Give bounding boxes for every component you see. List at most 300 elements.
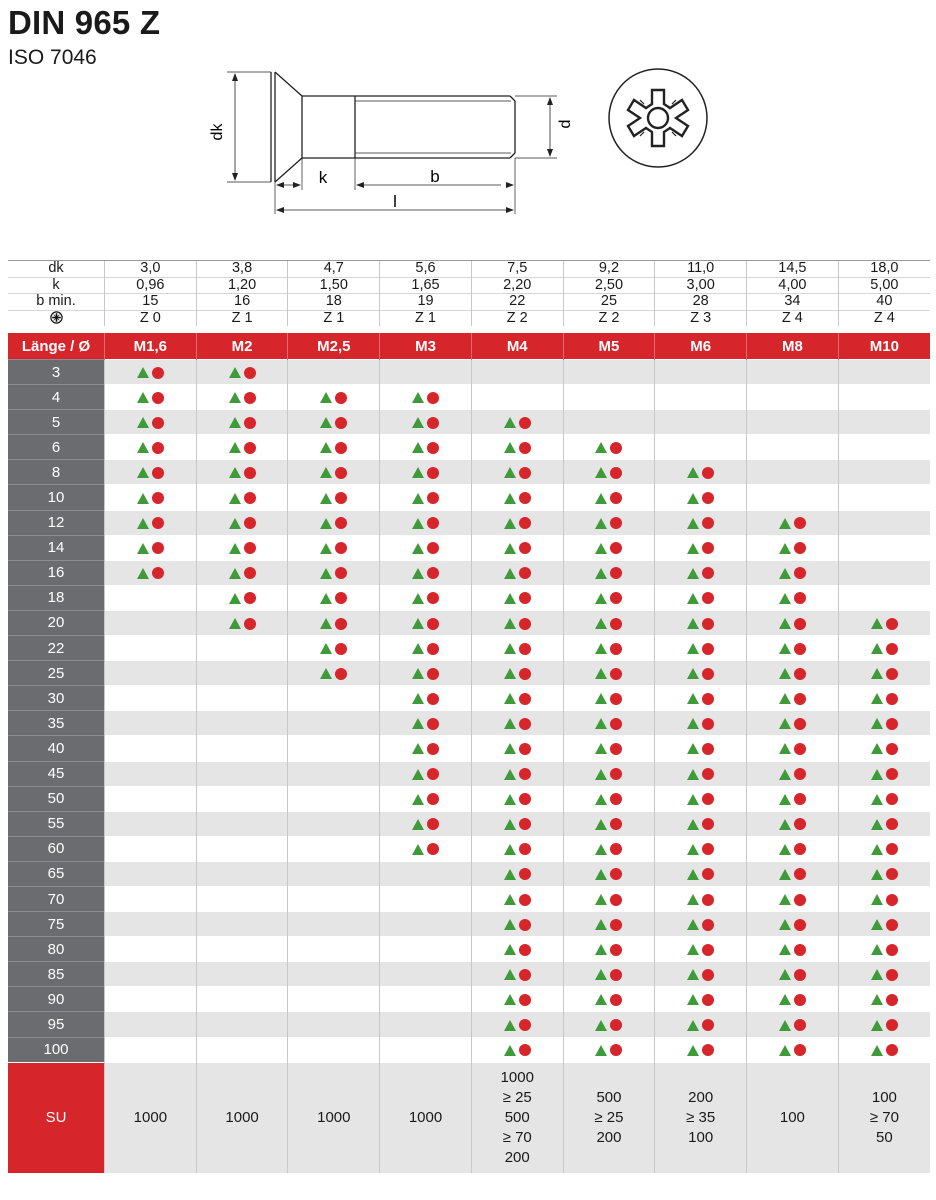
- availability-cell: [105, 510, 197, 535]
- red-dot-icon: [244, 417, 256, 429]
- su-value-line: 1000: [317, 1108, 351, 1126]
- availability-mark: [871, 1044, 898, 1056]
- green-triangle-icon: [504, 718, 516, 729]
- su-value-line: 200: [688, 1088, 714, 1106]
- spec-value: Z 1: [288, 310, 380, 326]
- green-triangle-icon: [229, 568, 241, 579]
- availability-cell: [563, 836, 655, 861]
- availability-cell: [196, 510, 288, 535]
- availability-cell: [655, 560, 747, 585]
- length-cell: 45: [8, 761, 105, 786]
- green-triangle-icon: [504, 543, 516, 554]
- availability-mark: [779, 843, 806, 855]
- su-value-line: 1000: [133, 1108, 168, 1126]
- green-triangle-icon: [504, 568, 516, 579]
- red-dot-icon: [794, 919, 806, 931]
- red-dot-icon: [702, 467, 714, 479]
- green-triangle-icon: [595, 693, 607, 704]
- red-dot-icon: [335, 567, 347, 579]
- red-dot-icon: [519, 768, 531, 780]
- availability-mark: [320, 542, 347, 554]
- availability-cell: [471, 811, 563, 836]
- red-dot-icon: [702, 743, 714, 755]
- availability-cell: [471, 736, 563, 761]
- green-triangle-icon: [504, 794, 516, 805]
- green-triangle-icon: [320, 618, 332, 629]
- availability-mark: [779, 969, 806, 981]
- green-triangle-icon: [687, 518, 699, 529]
- red-dot-icon: [886, 668, 898, 680]
- green-triangle-icon: [137, 493, 149, 504]
- availability-cell: [196, 786, 288, 811]
- red-dot-icon: [794, 567, 806, 579]
- availability-cell: [563, 360, 655, 385]
- green-triangle-icon: [871, 919, 883, 930]
- length-cell: 55: [8, 811, 105, 836]
- green-triangle-icon: [779, 944, 791, 955]
- length-cell: 16: [8, 560, 105, 585]
- availability-mark: [412, 417, 439, 429]
- availability-cell: [747, 711, 839, 736]
- su-value-line: 200: [504, 1148, 530, 1166]
- green-triangle-icon: [320, 518, 332, 529]
- availability-cell: [563, 435, 655, 460]
- green-triangle-icon: [412, 442, 424, 453]
- availability-cell: [288, 460, 380, 485]
- length-cell: 90: [8, 987, 105, 1012]
- b-dim-label: b: [430, 167, 440, 186]
- availability-cell: [563, 786, 655, 811]
- red-dot-icon: [244, 492, 256, 504]
- red-dot-icon: [794, 868, 806, 880]
- red-dot-icon: [702, 994, 714, 1006]
- availability-cell: [747, 987, 839, 1012]
- availability-cell: [563, 636, 655, 661]
- availability-cell: [747, 1012, 839, 1037]
- length-cell: 85: [8, 962, 105, 987]
- red-dot-icon: [244, 442, 256, 454]
- red-dot-icon: [519, 467, 531, 479]
- availability-mark: [504, 643, 531, 655]
- availability-mark: [504, 944, 531, 956]
- availability-cell: [288, 410, 380, 435]
- green-triangle-icon: [779, 593, 791, 604]
- availability-cell: [471, 585, 563, 610]
- availability-mark: [595, 618, 622, 630]
- availability-cell: [380, 937, 472, 962]
- green-triangle-icon: [504, 969, 516, 980]
- length-cell: 60: [8, 836, 105, 861]
- length-cell: 3: [8, 360, 105, 385]
- green-triangle-icon: [412, 467, 424, 478]
- green-triangle-icon: [595, 1020, 607, 1031]
- table-row: [8, 610, 930, 635]
- green-triangle-icon: [320, 593, 332, 604]
- availability-cell: [563, 410, 655, 435]
- availability-mark: [412, 768, 439, 780]
- availability-cell: [380, 385, 472, 410]
- red-dot-icon: [794, 994, 806, 1006]
- availability-cell: [380, 585, 472, 610]
- green-triangle-icon: [595, 593, 607, 604]
- availability-cell: [747, 410, 839, 435]
- red-dot-icon: [519, 793, 531, 805]
- green-triangle-icon: [687, 969, 699, 980]
- availability-mark: [779, 919, 806, 931]
- red-dot-icon: [519, 517, 531, 529]
- availability-mark: [687, 618, 714, 630]
- availability-cell: [655, 811, 747, 836]
- red-dot-icon: [519, 1044, 531, 1056]
- availability-mark: [779, 868, 806, 880]
- table-row: [8, 761, 930, 786]
- availability-cell: [838, 385, 930, 410]
- table-row: [8, 1037, 930, 1062]
- availability-mark: [320, 417, 347, 429]
- red-dot-icon: [610, 1019, 622, 1031]
- availability-cell: [196, 410, 288, 435]
- red-dot-icon: [794, 818, 806, 830]
- availability-cell: [380, 435, 472, 460]
- spec-value: Z 4: [747, 310, 839, 326]
- green-triangle-icon: [412, 593, 424, 604]
- availability-mark: [595, 843, 622, 855]
- red-dot-icon: [702, 517, 714, 529]
- green-triangle-icon: [779, 693, 791, 704]
- page-subtitle: ISO 7046: [8, 46, 97, 69]
- red-dot-icon: [427, 392, 439, 404]
- green-triangle-icon: [504, 844, 516, 855]
- green-triangle-icon: [229, 467, 241, 478]
- length-cell: 40: [8, 736, 105, 761]
- availability-cell: [838, 686, 930, 711]
- availability-cell: [563, 460, 655, 485]
- red-dot-icon: [427, 818, 439, 830]
- availability-mark: [229, 467, 256, 479]
- availability-mark: [504, 994, 531, 1006]
- availability-cell: [655, 661, 747, 686]
- availability-cell: [655, 886, 747, 911]
- table-row: [8, 435, 930, 460]
- availability-cell: [380, 1012, 472, 1037]
- availability-mark: [412, 643, 439, 655]
- length-cell: 10: [8, 485, 105, 510]
- availability-mark: [595, 994, 622, 1006]
- red-dot-icon: [152, 517, 164, 529]
- availability-mark: [595, 442, 622, 454]
- green-triangle-icon: [779, 919, 791, 930]
- availability-mark: [412, 542, 439, 554]
- availability-cell: [288, 811, 380, 836]
- availability-cell: [380, 535, 472, 560]
- red-dot-icon: [244, 367, 256, 379]
- table-row: [8, 686, 930, 711]
- spec-value: 1,20: [196, 277, 288, 294]
- table-row: [8, 937, 930, 962]
- red-dot-icon: [610, 442, 622, 454]
- availability-cell: [563, 585, 655, 610]
- red-dot-icon: [335, 392, 347, 404]
- availability-cell: [838, 460, 930, 485]
- length-cell: 95: [8, 1012, 105, 1037]
- dk-dim-label: dk: [209, 123, 226, 141]
- red-dot-icon: [702, 618, 714, 630]
- availability-cell: [288, 861, 380, 886]
- green-triangle-icon: [504, 643, 516, 654]
- red-dot-icon: [702, 843, 714, 855]
- red-dot-icon: [519, 944, 531, 956]
- red-dot-icon: [794, 843, 806, 855]
- availability-cell: [471, 786, 563, 811]
- size-header: M4: [471, 333, 563, 360]
- red-dot-icon: [610, 868, 622, 880]
- su-label: SU: [8, 1062, 105, 1173]
- availability-mark: [687, 718, 714, 730]
- length-cell: 4: [8, 385, 105, 410]
- green-triangle-icon: [504, 467, 516, 478]
- green-triangle-icon: [229, 417, 241, 428]
- table-row: [8, 535, 930, 560]
- availability-mark: [871, 994, 898, 1006]
- red-dot-icon: [427, 693, 439, 705]
- spec-value: 5,6: [380, 261, 472, 278]
- red-dot-icon: [886, 868, 898, 880]
- availability-mark: [504, 868, 531, 880]
- availability-mark: [871, 818, 898, 830]
- red-dot-icon: [610, 818, 622, 830]
- availability-cell: [196, 585, 288, 610]
- availability-mark: [504, 919, 531, 931]
- green-triangle-icon: [595, 919, 607, 930]
- green-triangle-icon: [504, 593, 516, 604]
- availability-mark: [137, 567, 164, 579]
- table-row: [8, 1012, 930, 1037]
- availability-cell: [747, 937, 839, 962]
- green-triangle-icon: [871, 794, 883, 805]
- availability-mark: [229, 567, 256, 579]
- spec-value: Z 4: [838, 310, 930, 326]
- availability-mark: [687, 743, 714, 755]
- availability-mark: [504, 618, 531, 630]
- green-triangle-icon: [504, 1020, 516, 1031]
- red-dot-icon: [886, 969, 898, 981]
- spec-value: 11,0: [655, 261, 747, 278]
- su-value-line: 100: [688, 1128, 714, 1146]
- red-dot-icon: [794, 793, 806, 805]
- availability-mark: [871, 643, 898, 655]
- green-triangle-icon: [687, 668, 699, 679]
- green-triangle-icon: [504, 769, 516, 780]
- green-triangle-icon: [687, 743, 699, 754]
- availability-mark: [595, 492, 622, 504]
- size-header: M1,6: [105, 333, 197, 360]
- red-dot-icon: [519, 1019, 531, 1031]
- availability-mark: [779, 894, 806, 906]
- availability-cell: [655, 1037, 747, 1062]
- availability-mark: [871, 693, 898, 705]
- availability-mark: [229, 542, 256, 554]
- availability-mark: [779, 718, 806, 730]
- su-value-line: 200: [596, 1128, 622, 1146]
- green-triangle-icon: [320, 442, 332, 453]
- green-triangle-icon: [504, 1045, 516, 1056]
- size-header: M5: [563, 333, 655, 360]
- red-dot-icon: [886, 743, 898, 755]
- availability-cell: [747, 761, 839, 786]
- table-row: [8, 485, 930, 510]
- green-triangle-icon: [687, 493, 699, 504]
- green-triangle-icon: [412, 493, 424, 504]
- green-triangle-icon: [687, 693, 699, 704]
- availability-mark: [687, 1044, 714, 1056]
- availability-cell: [105, 711, 197, 736]
- red-dot-icon: [244, 517, 256, 529]
- availability-mark: [412, 668, 439, 680]
- spec-value: 1,50: [288, 277, 380, 294]
- availability-mark: [504, 592, 531, 604]
- availability-mark: [595, 467, 622, 479]
- red-dot-icon: [519, 919, 531, 931]
- red-dot-icon: [244, 567, 256, 579]
- availability-cell: [747, 560, 839, 585]
- red-dot-icon: [702, 643, 714, 655]
- availability-mark: [412, 718, 439, 730]
- availability-cell: [380, 410, 472, 435]
- red-dot-icon: [152, 367, 164, 379]
- green-triangle-icon: [687, 769, 699, 780]
- availability-cell: [471, 912, 563, 937]
- availability-cell: [288, 535, 380, 560]
- availability-mark: [229, 592, 256, 604]
- red-dot-icon: [886, 1044, 898, 1056]
- availability-mark: [595, 894, 622, 906]
- red-dot-icon: [610, 467, 622, 479]
- availability-mark: [687, 492, 714, 504]
- su-value-cell: [105, 1062, 197, 1173]
- availability-cell: [196, 460, 288, 485]
- availability-mark: [687, 542, 714, 554]
- red-dot-icon: [335, 517, 347, 529]
- availability-cell: [655, 610, 747, 635]
- red-dot-icon: [702, 768, 714, 780]
- green-triangle-icon: [412, 718, 424, 729]
- red-dot-icon: [886, 768, 898, 780]
- spec-value: Z 0: [105, 310, 197, 326]
- availability-cell: [838, 786, 930, 811]
- green-triangle-icon: [779, 844, 791, 855]
- spec-row-label: b min.: [8, 294, 105, 311]
- availability-cell: [747, 510, 839, 535]
- green-triangle-icon: [687, 819, 699, 830]
- green-triangle-icon: [595, 844, 607, 855]
- green-triangle-icon: [504, 944, 516, 955]
- green-triangle-icon: [412, 392, 424, 403]
- red-dot-icon: [794, 969, 806, 981]
- d-dim-label: d: [557, 119, 574, 129]
- availability-cell: [380, 610, 472, 635]
- availability-cell: [380, 460, 472, 485]
- red-dot-icon: [519, 818, 531, 830]
- availability-cell: [655, 460, 747, 485]
- green-triangle-icon: [687, 944, 699, 955]
- length-cell: 12: [8, 510, 105, 535]
- red-dot-icon: [794, 768, 806, 780]
- availability-cell: [288, 636, 380, 661]
- green-triangle-icon: [595, 467, 607, 478]
- availability-mark: [137, 442, 164, 454]
- green-triangle-icon: [687, 718, 699, 729]
- availability-mark: [320, 668, 347, 680]
- green-triangle-icon: [595, 1045, 607, 1056]
- green-triangle-icon: [504, 819, 516, 830]
- green-triangle-icon: [779, 869, 791, 880]
- availability-cell: [838, 636, 930, 661]
- green-triangle-icon: [137, 392, 149, 403]
- availability-cell: [747, 886, 839, 911]
- spec-value: Z 1: [380, 310, 472, 326]
- green-triangle-icon: [412, 518, 424, 529]
- spec-value: 3,00: [655, 277, 747, 294]
- availability-cell: [838, 585, 930, 610]
- green-triangle-icon: [504, 894, 516, 905]
- availability-mark: [137, 367, 164, 379]
- red-dot-icon: [519, 442, 531, 454]
- green-triangle-icon: [412, 618, 424, 629]
- su-value-cell: [288, 1062, 380, 1173]
- green-triangle-icon: [229, 493, 241, 504]
- size-header: M6: [655, 333, 747, 360]
- green-triangle-icon: [779, 618, 791, 629]
- red-dot-icon: [519, 618, 531, 630]
- red-dot-icon: [335, 417, 347, 429]
- availability-mark: [320, 392, 347, 404]
- availability-cell: [380, 836, 472, 861]
- availability-mark: [779, 743, 806, 755]
- availability-mark: [595, 1019, 622, 1031]
- spec-value: 19: [380, 294, 472, 311]
- availability-cell: [380, 861, 472, 886]
- availability-mark: [504, 894, 531, 906]
- availability-mark: [412, 693, 439, 705]
- green-triangle-icon: [137, 442, 149, 453]
- green-triangle-icon: [412, 668, 424, 679]
- availability-mark: [595, 818, 622, 830]
- red-dot-icon: [244, 467, 256, 479]
- availability-mark: [229, 517, 256, 529]
- spec-value: 1,65: [380, 277, 472, 294]
- green-triangle-icon: [779, 994, 791, 1005]
- availability-mark: [504, 743, 531, 755]
- availability-cell: [288, 711, 380, 736]
- availability-mark: [412, 843, 439, 855]
- availability-cell: [471, 385, 563, 410]
- green-triangle-icon: [595, 442, 607, 453]
- availability-mark: [871, 618, 898, 630]
- availability-mark: [229, 417, 256, 429]
- availability-mark: [595, 567, 622, 579]
- green-triangle-icon: [412, 568, 424, 579]
- availability-cell: [196, 937, 288, 962]
- availability-mark: [137, 517, 164, 529]
- availability-cell: [288, 435, 380, 460]
- su-value-cell: [838, 1062, 930, 1173]
- availability-cell: [563, 736, 655, 761]
- availability-mark: [687, 592, 714, 604]
- availability-cell: [747, 836, 839, 861]
- su-value-line: 100: [779, 1108, 805, 1126]
- green-triangle-icon: [595, 994, 607, 1005]
- red-dot-icon: [335, 442, 347, 454]
